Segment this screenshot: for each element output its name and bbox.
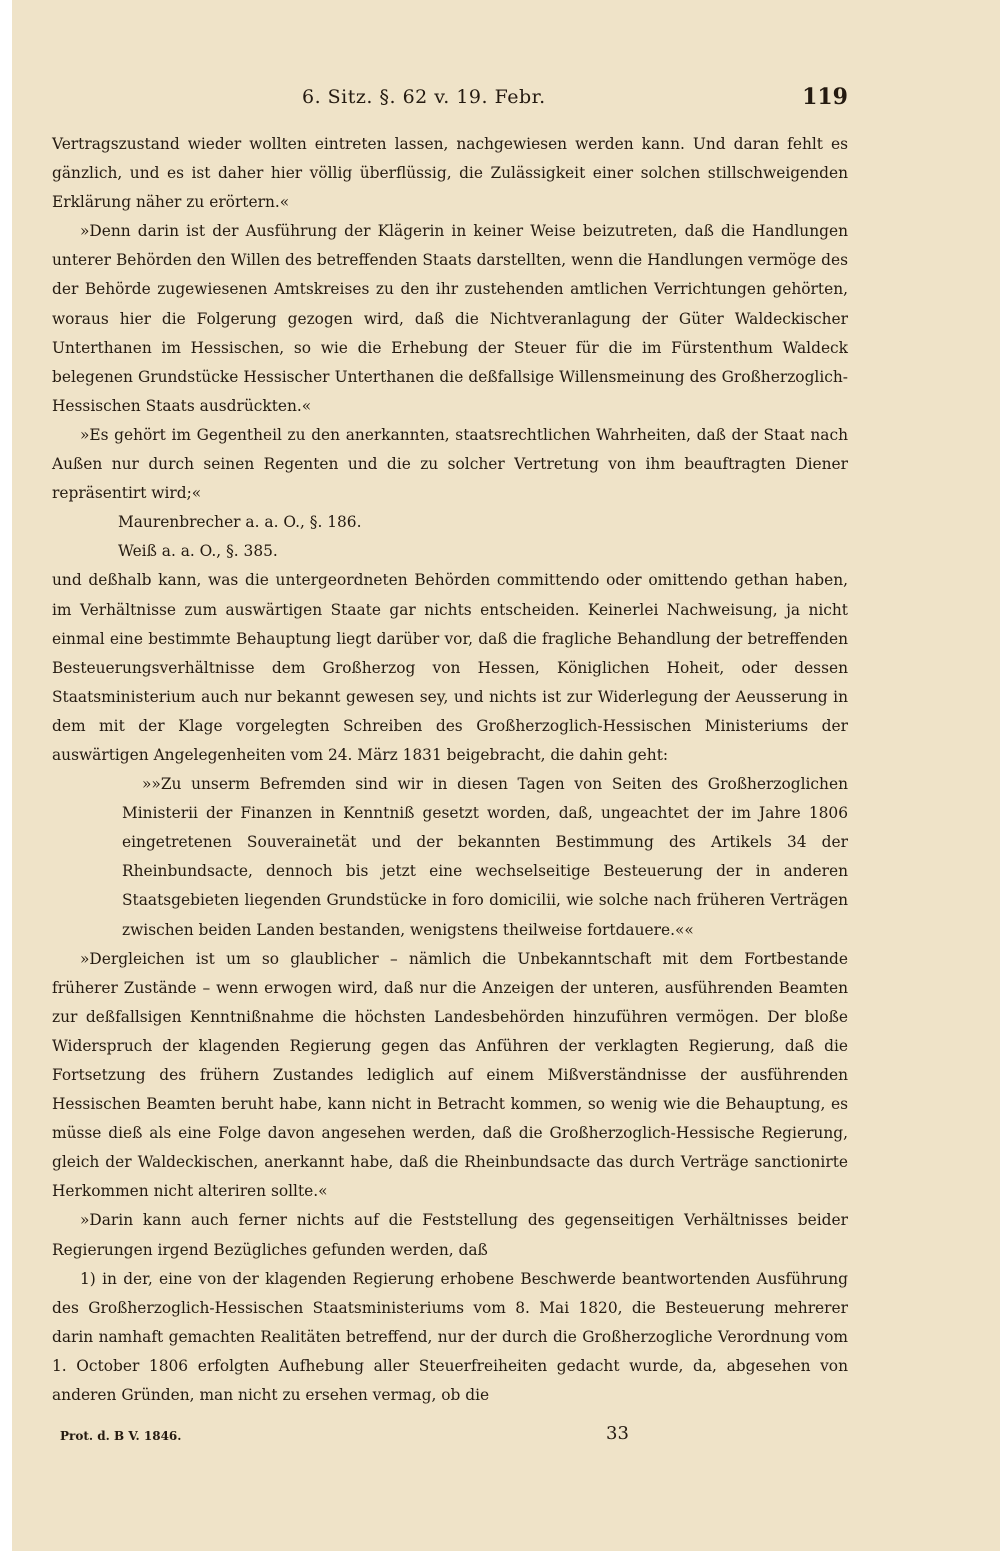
page-number: 119 <box>802 84 848 110</box>
paragraph: 1) in der, eine von der klagenden Regierung erhobene Beschwerde beantwortenden Ausführung des Großherzoglich-Hessischen Staatsministeriums vom 8. Mai 1820, die Besteuerung mehrerer darin namhaft gemachten Realitäten betreffend, nur der durch die Großherzogliche Verordnung vom 1. October 1806 erfolgten Aufhebung aller Steuerfreiheiten gedacht wurde, da, abgesehen von anderen Gründen, man nicht zu ersehen vermag, ob die <box>52 1269 848 1405</box>
page-footer <box>60 1423 840 1453</box>
page-body <box>52 130 848 1410</box>
paragraph: Vertragszustand wieder wollten eintreten lassen, nachgewiesen werden kann. Und daran fehlt es gänzlich, und es ist daher hier völlig überflüssig, die Zulässigkeit einer solchen stillschweigenden Erklärung näher zu erörtern.« <box>52 135 848 212</box>
paragraph: »Darin kann auch ferner nichts auf die Feststellung des gegenseitigen Verhältnisses beider Regierungen irgend Bezügliches gefunden werden, daß <box>52 1211 848 1259</box>
paragraph: »»Zu unserm Befremden sind wir in diesen Tagen von Seiten des Großherzoglichen Ministerii der Finanzen in Kenntniß gesetzt worden, daß, ungeachtet der im Jahre 1806 eingetretenen Souverainetät und der bekannten Bestimmung des Artikels 34 der Rheinbundsacte, dennoch bis jetzt eine wechselseitige Besteuerung der in anderen Staatsgebieten liegenden Grundstücke in foro domicilii, wie solche nach früheren Verträgen zwischen beiden Landen bestanden, wenigstens theilweise fortdauere.«« <box>122 775 848 939</box>
running-head: 6. Sitz. §. 62 v. 19. Febr. <box>302 86 546 108</box>
paragraph: »Es gehört im Gegentheil zu den anerkannten, staatsrechtlichen Wahrheiten, daß der Staat nach Außen nur durch seinen Regenten und die zu solcher Vertretung von ihm beauftragten Diener repräsentirt wird;« <box>52 425 848 503</box>
sheet-signature: 33 <box>606 1423 629 1444</box>
paragraph: und deßhalb kann, was die untergeordneten Behörden committendo oder omittendo gethan haben, im Verhältnisse zum auswärtigen Staate gar nichts entscheiden. Keinerlei Nachweisung, ja nicht einmal eine bestimmte Behauptung liegt darüber vor, daß die fragliche Behandlung der betreffenden Besteuerungsverhältnisse dem Großherzog von Hessen, Königlichen Hoheit, oder dessen Staatsministerium auch nur bekannt gewesen sey, und nichts ist zur Widerlegung der Aeusserung in dem mit der Klage vorgelegten Schreiben des Großherzoglich-Hessischen Ministeriums der auswärtigen Angelegenheiten vom 24. März 1831 beigebracht, die dahin geht: <box>52 571 848 764</box>
paragraph: Weiß a. a. O., §. 385. <box>118 542 278 561</box>
imprint-line: Prot. d. B V. 1846. <box>60 1429 182 1443</box>
paragraph: Maurenbrecher a. a. O., §. 186. <box>118 513 362 532</box>
paragraph: »Dergleichen ist um so glaublicher – nämlich die Unbekanntschaft mit dem Fortbestande früherer Zustände – wenn erwogen wird, daß nur die Anzeigen der unteren, ausführenden Beamten zur deßfallsigen Kenntnißnahme die höchsten Landesbehörden hinzuführen vermögen. Der bloße Widerspruch der klagenden Regierung gegen das Anführen der verklagten Regierung, daß die Fortsetzung des frühern Zustandes lediglich auf einem Mißverständnisse der ausführenden Hessischen Beamten beruht habe, kann nicht in Betracht kommen, so wenig wie die Behauptung, es müsse dieß als eine Folge davon angesehen werden, daß die Großherzoglich-Hessische Regierung, gleich der Waldeckischen, anerkannt habe, daß die Rheinbundsacte das durch Verträge sanctionirte Herkommen nicht alteriren sollte.« <box>52 949 848 1201</box>
scan-margin <box>0 0 12 1551</box>
paragraph: »Denn darin ist der Ausführung der Klägerin in keiner Weise beizutreten, daß die Handlungen unterer Behörden den Willen des betreffenden Staats darstellten, wenn die Handlungen vermöge des der Behörde zugewiesenen Amtskreises zu den ihr zustehenden amtlichen Verrichtungen gehörten, woraus hier die Folgerung gezogen wird, daß die Nichtveranlagung der Güter Waldeckischer Unterthanen im Hessischen, so wie die Erhebung der Steuer für die im Fürstenthum Waldeck belegenen Grundstücke Hessischer Unterthanen die deßfallsige Willensmeinung des Großherzoglich-Hessischen Staats ausdrückten.« <box>52 222 848 415</box>
page-header <box>52 86 848 122</box>
